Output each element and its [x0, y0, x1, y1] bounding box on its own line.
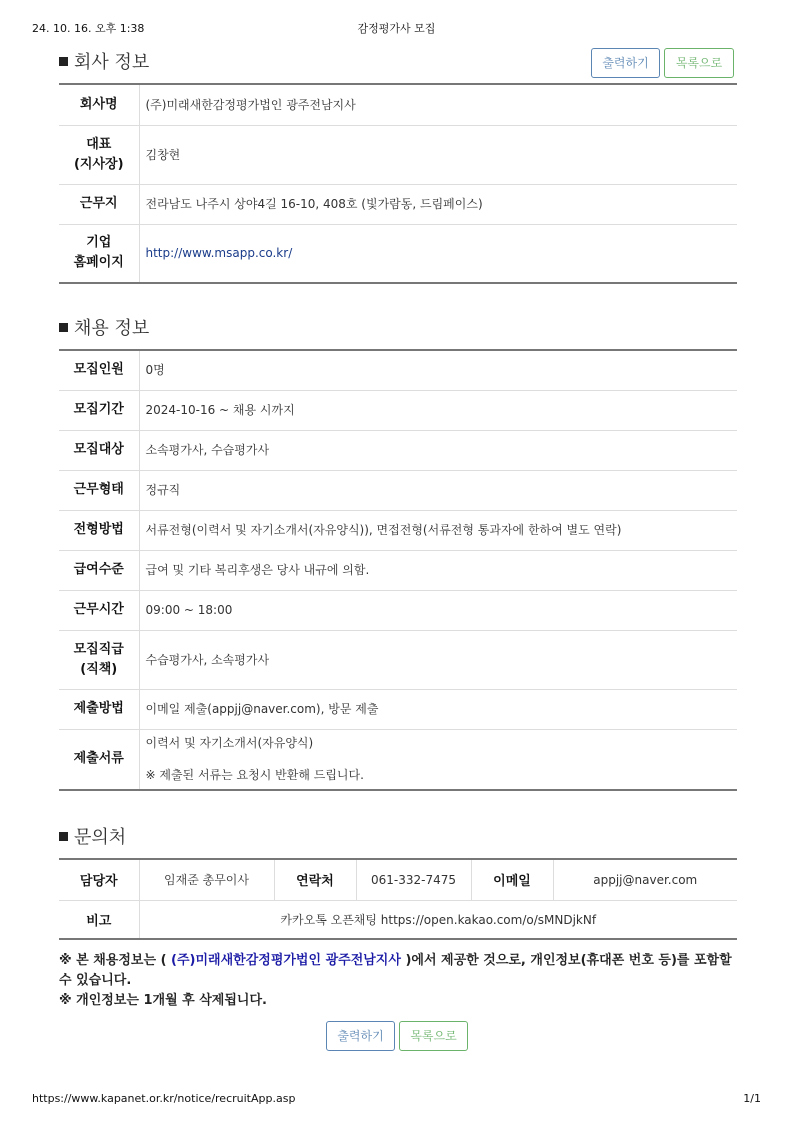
workplace-value: 전라남도 나주시 상야4길 16-10, 408호 (빛가람동, 드림페이스)	[139, 184, 737, 224]
person-value: 임재준 총무이사	[139, 859, 274, 900]
row-label: 기업 홈페이지	[59, 224, 139, 283]
person-label: 담당자	[59, 859, 139, 900]
row-label: 근무지	[59, 184, 139, 224]
table-row	[59, 125, 737, 184]
table-row	[59, 84, 737, 125]
row-label: 근무시간	[59, 590, 139, 630]
row-value: 2024-10-16 ~ 채용 시까지	[139, 390, 737, 430]
note-label: 비고	[59, 900, 139, 939]
row-label: 모집대상	[59, 430, 139, 470]
table-row	[59, 430, 737, 470]
print-header	[32, 20, 761, 36]
phone-label: 연락처	[274, 859, 356, 900]
row-label: 대표 (지사장)	[59, 125, 139, 184]
table-row	[59, 184, 737, 224]
notice-company: (주)미래새한감정평가법인 광주전남지사	[171, 953, 401, 968]
table-row	[59, 590, 737, 630]
table-row	[59, 729, 737, 790]
print-doc-title: 감정평가사 모집	[357, 22, 436, 35]
print-url: https://www.kapanet.or.kr/notice/recruitApp.asp	[32, 1092, 296, 1105]
row-label: 모집인원	[59, 350, 139, 390]
row-value: 급여 및 기타 복리후생은 당사 내규에 의함.	[139, 550, 737, 590]
square-bullet-icon	[59, 323, 68, 332]
list-button[interactable]: 목록으로	[664, 48, 734, 78]
email-label: 이메일	[471, 859, 553, 900]
print-page-number: 1/1	[743, 1092, 761, 1105]
square-bullet-icon	[59, 57, 68, 66]
row-label: 모집기간	[59, 390, 139, 430]
table-row	[59, 859, 737, 900]
print-button-bottom[interactable]: 출력하기	[326, 1021, 395, 1051]
row-value: 수습평가사, 소속평가사	[139, 630, 737, 689]
privacy-notice: ※ 본 채용정보는 ( (주)미래새한감정평가법인 광주전남지사 )에서 제공한 것으로, 개인정보(휴대폰 번호 등)를 포함할 수 있습니다. ※ 개인정보는 1개월 후 삭제됩니다.	[59, 953, 732, 1008]
company-info-table	[59, 83, 737, 284]
company-name-value: (주)미래새한감정평가법인 광주전남지사	[139, 84, 737, 125]
table-row	[59, 900, 737, 939]
email-value: appjj@naver.com	[553, 859, 737, 900]
row-value: 서류전형(이력서 및 자기소개서(자유양식)), 면접전형(서류전형 통과자에 한하여 별도 연락)	[139, 510, 737, 550]
table-row	[59, 350, 737, 390]
notice-deletion: ※ 개인정보는 1개월 후 삭제됩니다.	[59, 993, 267, 1008]
row-value: 0명	[139, 350, 737, 390]
table-row	[59, 390, 737, 430]
print-datetime: 24. 10. 16. 오후 1:38	[32, 22, 145, 35]
row-value: 소속평가사, 수습평가사	[139, 430, 737, 470]
recruit-section-title: 채용 정보	[59, 314, 149, 340]
list-button-bottom[interactable]: 목록으로	[399, 1021, 468, 1051]
print-footer	[32, 1092, 761, 1108]
note-value: 카카오톡 오픈채팅 https://open.kakao.com/o/sMNDjkNf	[280, 912, 597, 927]
table-row	[59, 470, 737, 510]
table-row	[59, 630, 737, 689]
recruit-info-table	[59, 349, 737, 791]
row-value: 이메일 제출(appjj@naver.com), 방문 제출	[139, 689, 737, 729]
contact-table	[59, 858, 737, 940]
row-value: 이력서 및 자기소개서(자유양식) ※ 제출된 서류는 요청시 반환해 드립니다.	[145, 736, 364, 783]
table-row	[59, 550, 737, 590]
table-row	[59, 224, 737, 283]
row-label: 전형방법	[59, 510, 139, 550]
row-label: 근무형태	[59, 470, 139, 510]
row-label: 급여수준	[59, 550, 139, 590]
row-value: 09:00 ~ 18:00	[139, 590, 737, 630]
row-label: 제출방법	[59, 689, 139, 729]
contact-section-title: 문의처	[59, 823, 126, 849]
row-label: 회사명	[59, 84, 139, 125]
row-label: 제출서류	[59, 729, 139, 790]
representative-value: 김창현	[139, 125, 737, 184]
print-button[interactable]: 출력하기	[591, 48, 660, 78]
row-value: 정규직	[139, 470, 737, 510]
homepage-link[interactable]: http://www.msapp.co.kr/	[145, 246, 293, 261]
square-bullet-icon	[59, 832, 68, 841]
table-row	[59, 689, 737, 729]
row-label: 모집직급 (직책)	[59, 630, 139, 689]
table-row	[59, 510, 737, 550]
company-section-title: 회사 정보	[59, 48, 149, 74]
phone-value: 061-332-7475	[356, 859, 471, 900]
